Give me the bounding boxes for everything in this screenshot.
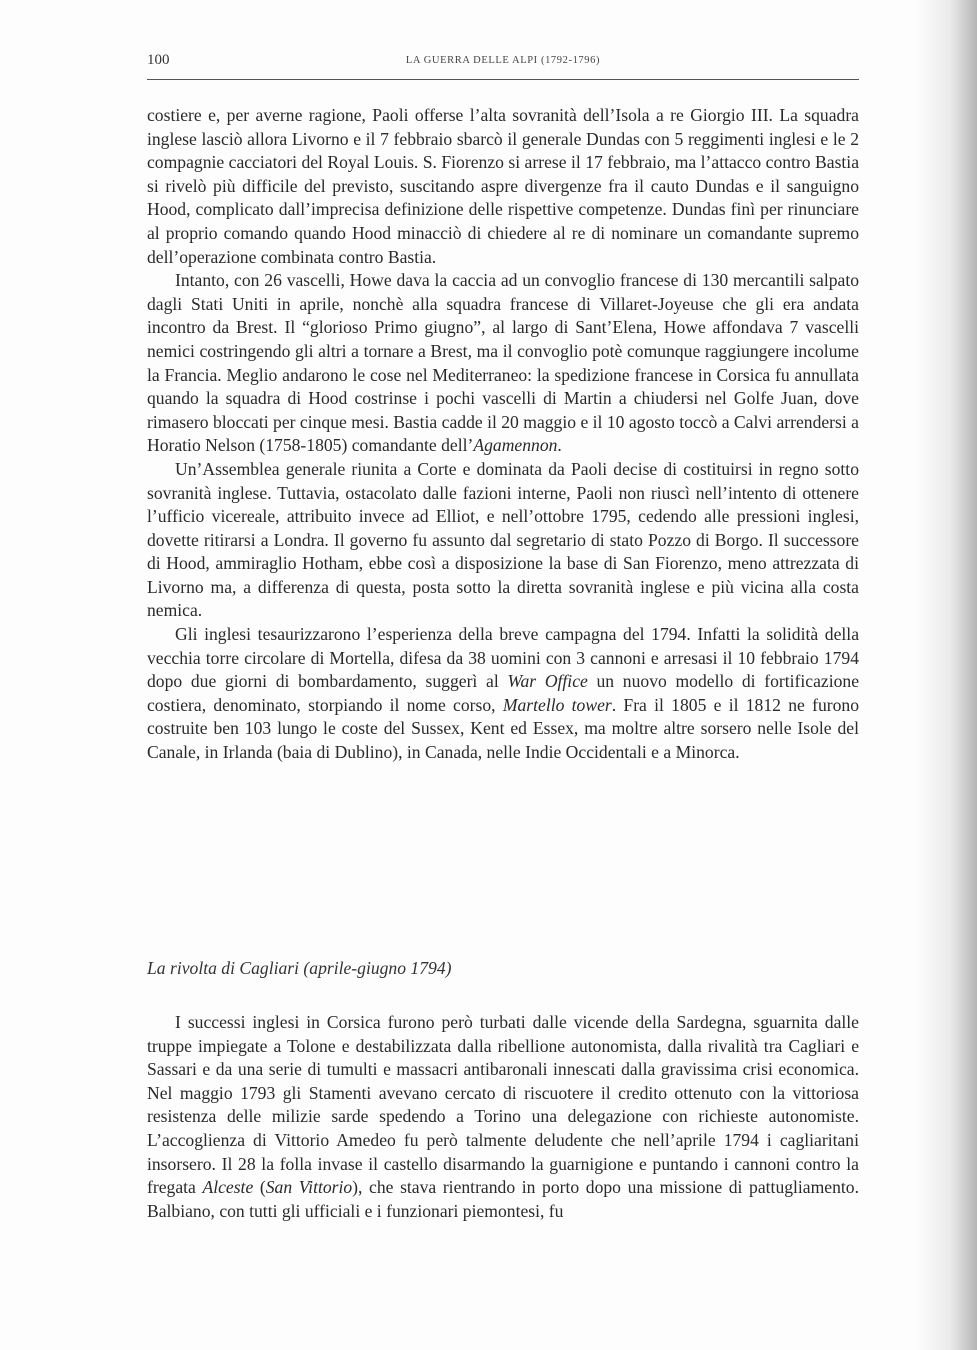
section-paragraph-1: I successi inglesi in Corsica furono però turbati dalle vicende della Sardegna, sguarnita dalle truppe impiegate a Tolone e destabilizzata dalla ribellione autonomista, dalla rivalità tra Cagliari e Sassari e da una serie di tumulti e massacri antibaronali innescati dalla gravissima crisi economica. Nel maggio 1793 gli Stamenti avevano cercato di riscuotere il credito ottenuto con la vittoriosa resistenza delle milizie sarde spedendo a Torino una delegazione con richieste autonomiste. L’accoglienza di Vittorio Amedeo fu però talmente deludente che nell’aprile 1794 i cagliaritani insorsero. Il 28 la folla invase il castello disarmando la guarnigione e puntando i cannoni contro la fregata Alceste (San Vittorio), che stava rientrando in porto dopo una missione di pattugliamento. Balbiano, con tutti gli ufficiali e i funzionari piemontesi, fu	[147, 1012, 859, 1221]
page-number: 100	[147, 52, 170, 68]
war-office-term: War Office	[507, 671, 588, 692]
paragraph-2: Intanto, con 26 vascelli, Howe dava la caccia ad un convoglio francese di 130 mercantili salpato dagli Stati Uniti in aprile, nonchè alla squadra francese di Villaret-Joyeuse che gli era andata incontro da Brest. Il “glorioso Primo giugno”, al largo di Sant’Elena, Howe affondava 7 vascelli nemici costringendo gli altri a tornare a Brest, ma il convoglio potè comunque raggiungere incolume la Francia. Meglio andarono le cose nel Mediterraneo: la spedizione francese in Corsica fu annullata quando la squadra di Hood costrinse i pochi vascelli di Martin a chiudersi nel Golfe Juan, dove rimasero bloccati per cinque mesi. Bastia cadde il 20 maggio e il 10 agosto toccò a Calvi arrendersi a Horatio Nelson (1758-1805) comandante dell’Agamennon.	[147, 270, 859, 456]
running-head	[147, 52, 859, 74]
body-text	[147, 104, 859, 765]
section-body-text	[147, 1011, 859, 1223]
martello-tower-term: Martello tower	[502, 694, 612, 715]
paragraph-4: Gli inglesi tesaurizzarono l’esperienza della breve campagna del 1794. Infatti la solidità della vecchia torre circolare di Mortella, difesa da 38 uomini con 3 cannoni e arresasi il 10 febbraio 1794 dopo due giorni di bombardamento, suggerì al War Office un nuovo modello di fortificazione costiera, denominato, storpiando il nome corso, Martello tower. Fra il 1805 e il 1812 ne furono costruite ben 103 lungo le coste del Sussex, Kent ed Essex, ma moltre altre sorsero nelle Isole del Canale, in Irlanda (baia di Dublino), in Canada, nelle Indie Occidentali e a Minorca.	[147, 624, 859, 763]
section-heading: La rivolta di Cagliari (aprile-giugno 1794)	[147, 958, 452, 978]
book-spine-shadow	[917, 0, 977, 1350]
header-rule	[147, 79, 859, 80]
ship-name-alceste: Alceste	[202, 1177, 254, 1198]
paragraph-1: costiere e, per averne ragione, Paoli offerse l’alta sovranità dell’Isola a re Giorgio III. La squadra inglese lasciò allora Livorno e il 7 febbraio sbarcò il generale Dundas con 5 reggimenti inglesi e le 2 compagnie cacciatori del Royal Louis. S. Fiorenzo si arrese il 17 febbraio, ma l’attacco contro Bastia si rivelò più difficile del previsto, suscitando aspre divergenze fra il cauto Dundas e il sanguigno Hood, complicato dall’imprecisa definizione delle rispettive competenze. Dundas finì per rinunciare al proprio comando quando Hood minacciò di chiedere al re di nominare un comandante supremo dell’operazione combinata contro Bastia.	[147, 105, 859, 267]
paragraph-3: Un’Assemblea generale riunita a Corte e dominata da Paoli decise di costituirsi in regno sotto sovranità inglese. Tuttavia, ostacolato dalle fazioni interne, Paoli non riuscì nell’intento di ottenere l’ufficio vicereale, attribuito invece ad Elliot, e nell’ottobre 1795, cedendo alle pressioni inglesi, dovette ritirarsi a Londra. Il governo fu assunto dal segretario di stato Pozzo di Borgo. Il successore di Hood, ammiraglio Hotham, ebbe così a disposizione la base di San Fiorenzo, meno attrezzata di Livorno ma, a differenza di questa, posta sotto la diretta sovranità inglese e più vicina alla costa nemica.	[147, 458, 859, 621]
running-title: LA GUERRA DELLE ALPI (1792-1796)	[405, 55, 601, 66]
ship-name-agamennon: Agamennon	[473, 435, 558, 456]
ship-name-san-vittorio: San Vittorio	[265, 1177, 353, 1198]
